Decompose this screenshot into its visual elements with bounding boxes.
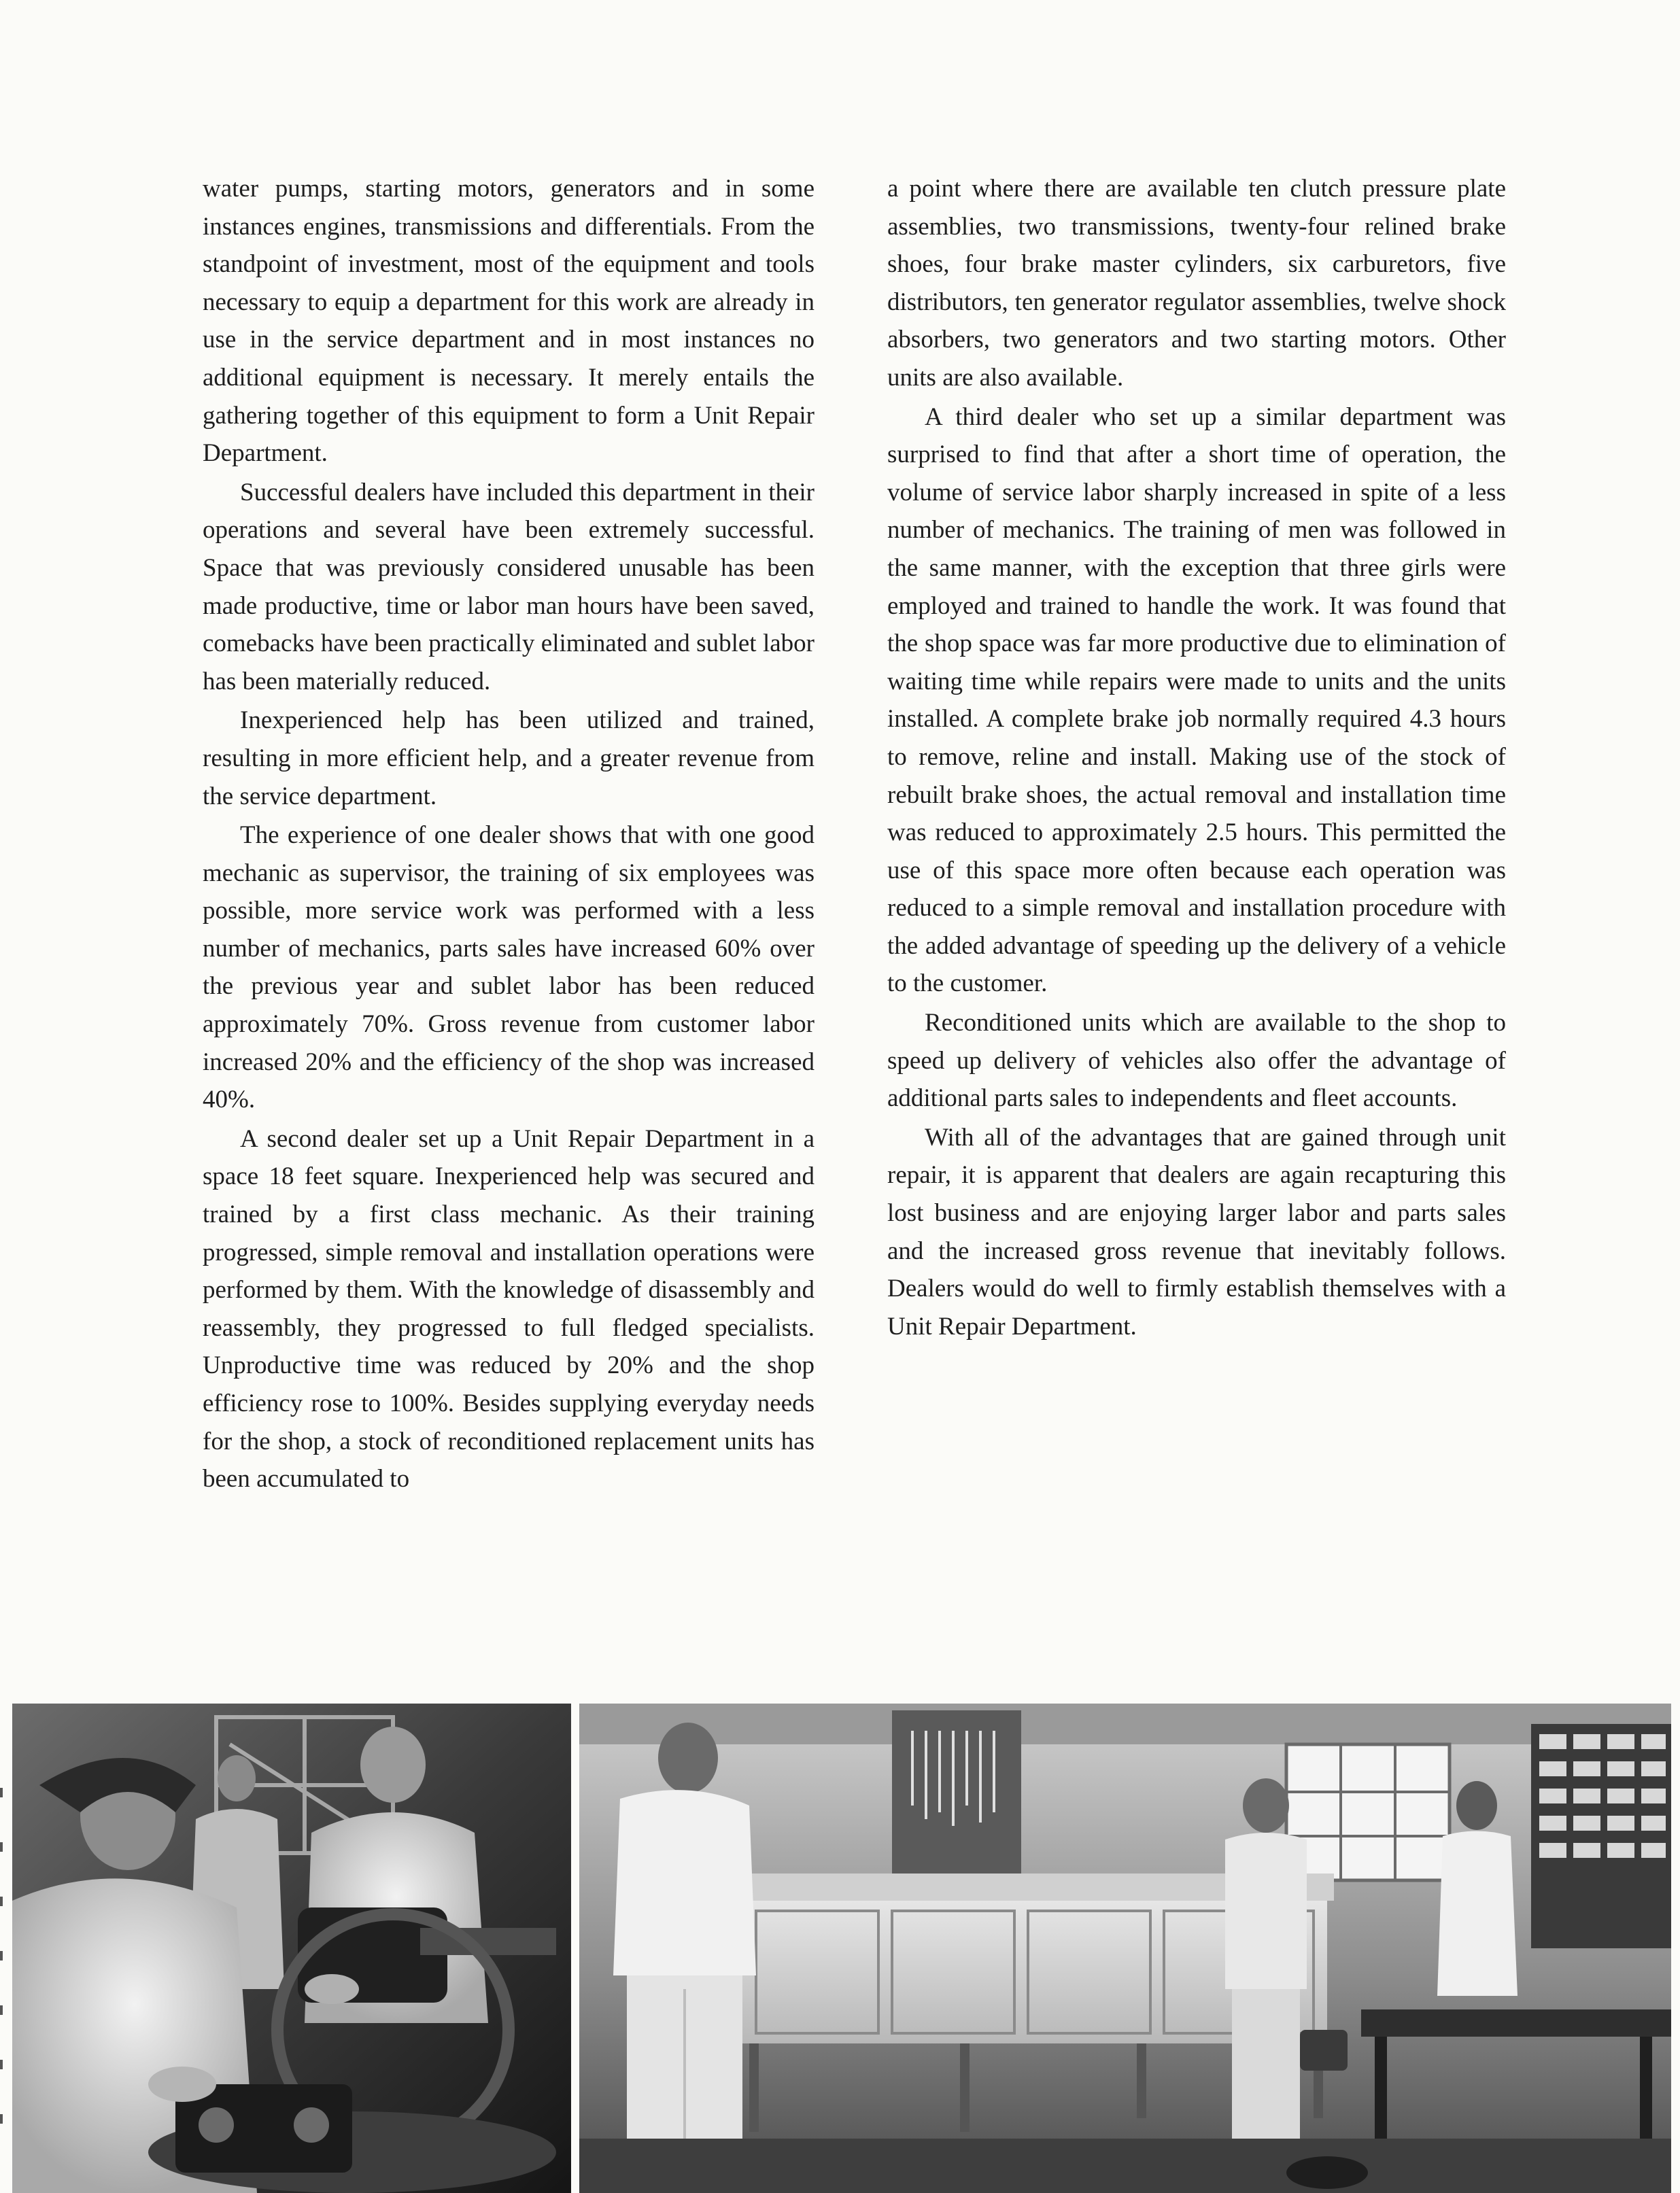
paragraph: Inexperienced help has been utilized and trained, resulting in more efficient help, and a greater revenue from the service department. bbox=[203, 706, 815, 810]
binding-marks bbox=[0, 1781, 4, 2162]
paragraph: Successful dealers have included this department in their operations and several have been extremely successful. Space that was previously considered unusable has been made productive, time or labor man hours have been saved, comebacks have been practically eliminated and sublet labor has been materially reduced. bbox=[203, 478, 815, 695]
left-text-column bbox=[203, 170, 815, 1498]
paragraph: Reconditioned units which are available to the shop to speed up delivery of vehicles also offer the advantage of additional parts sales to independents and fleet accounts. bbox=[887, 1009, 1506, 1113]
right-text-column bbox=[887, 170, 1506, 1345]
paragraph: a point where there are available ten clutch pressure plate assemblies, two transmissions, twenty-four relined brake shoes, four brake master cylinders, six carburetors, five distributors, ten generator regulator assemblies, twelve shock absorbers, two generators and two starting motors. Other units are also available. bbox=[887, 175, 1506, 392]
paragraph: water pumps, starting motors, generators and in some instances engines, transmissions and differentials. From the standpoint of investment, most of the equipment and tools necessary to equip a department for this work are already in use in the service department and in most instances no additional equipment is necessary. It merely entails the gathering together of this equipment to form a Unit Repair Department. bbox=[203, 175, 815, 468]
paragraph: A third dealer who set up a similar department was surprised to find that after a short time of operation, the volume of service labor sharply increased in spite of a less number of mechanics. The training of men was followed in the same manner, with the exception that three girls were employed and trained to handle the work. It was found that the shop space was far more productive due to elimination of waiting time while repairs were made to units and the units installed. A complete brake job normally required 4.3 hours to remove, reline and install. Making use of the stock of rebuilt brake shoes, the actual removal and installation time was reduced to approximately 2.5 hours. This permitted the use of this space more often because each operation was reduced to a simple removal and installation procedure with the added advantage of speeding up the delivery of a vehicle to the customer. bbox=[887, 402, 1506, 998]
photo-unit-repair-shop bbox=[579, 1704, 1671, 2193]
paragraph: The experience of one dealer shows that with one good mechanic as supervisor, the training of six employees was possible, more service work was performed with a less number of mechanics, parts sales have increased 60% over the previous year and sublet labor has been reduced approximately 70%. Gross revenue from customer labor increased 20% and the efficiency of the shop was increased 40%. bbox=[203, 821, 815, 1114]
paragraph: With all of the advantages that are gained through unit repair, it is apparent that dealers are again recapturing this lost business and are enjoying larger labor and parts sales and the increased gross revenue that inevitably follows. Dealers would do well to firmly establish themselves with a Unit Repair Department. bbox=[887, 1123, 1506, 1341]
photo-mechanics-transmission bbox=[12, 1704, 571, 2193]
paragraph: A second dealer set up a Unit Repair Department in a space 18 feet square. Inexperienced help was secured and trained by a first class mechanic. As their training progressed, simple removal and installation operations were performed by them. With the knowledge of disassembly and reassembly, they progressed to full fledged specialists. Unproductive time was reduced by 20% and the shop efficiency rose to 100%. Besides supplying everyday needs for the shop, a stock of reconditioned replacement units has been accumulated to bbox=[203, 1124, 815, 1493]
